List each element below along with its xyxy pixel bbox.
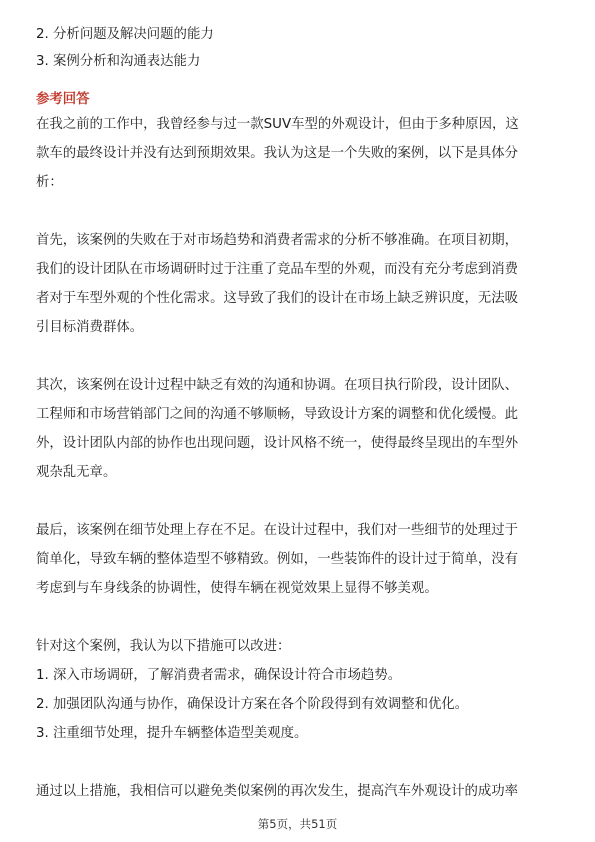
paragraph-line: 在我之前的工作中，我曾经参与过一款SUV车型的外观设计，但由于多种原因，这 [36,117,519,132]
paragraph-line: 观杂乱无章。 [36,465,117,480]
paragraph-line: 款车的最终设计并没有达到预期效果。我认为这是一个失败的案例，以下是具体分 [36,146,519,161]
paragraph-line: 析： [36,175,63,190]
list-item: 2. 加强团队沟通与协作，确保设计方案在各个阶段得到有效调整和优化。 [36,697,469,712]
list-item: 1. 深入市场调研，了解消费者需求，确保设计符合市场趋势。 [36,668,402,683]
page-number: 第5页，共51页 [257,817,338,831]
paragraph-line: 首先，该案例的失败在于对市场趋势和消费者需求的分析不够准确。在项目初期， [36,233,519,248]
paragraph-line: 针对这个案例，我认为以下措施可以改进： [36,639,291,654]
paragraph-line: 引目标消费群体。 [36,320,144,335]
paragraph-line: 工程师和市场营销部门之间的沟通不够顺畅，导致设计方案的调整和优化缓慢。此 [36,407,519,422]
list-item: 2. 分析问题及解决问题的能力 [36,27,214,42]
paragraph-line: 外，设计团队内部的协作也出现问题，设计风格不统一，使得最终呈现出的车型外 [36,436,519,451]
paragraph-line: 考虑到与车身线条的协调性，使得车辆在视觉效果上显得不够美观。 [36,581,438,596]
list-item: 3. 注重细节处理，提升车辆整体造型美观度。 [36,726,308,741]
answer-heading: 参考回答 [36,92,90,107]
paragraph-line: 通过以上措施，我相信可以避免类似案例的再次发生，提高汽车外观设计的成功率 [36,784,519,799]
list-item: 3. 案例分析和沟通表达能力 [36,54,201,69]
paragraph-line: 者对于车型外观的个性化需求。这导致了我们的设计在市场上缺乏辨识度，无法吸 [36,291,519,306]
paragraph-line: 我们的设计团队在市场调研时过于注重了竞品车型的外观，而没有充分考虑到消费 [36,262,519,277]
paragraph-line: 其次，该案例在设计过程中缺乏有效的沟通和协调。在项目执行阶段，设计团队、 [36,378,519,393]
paragraph-line: 简单化，导致车辆的整体造型不够精致。例如，一些装饰件的设计过于简单，没有 [36,552,519,567]
paragraph-line: 最后，该案例在细节处理上存在不足。在设计过程中，我们对一些细节的处理过于 [36,523,519,538]
